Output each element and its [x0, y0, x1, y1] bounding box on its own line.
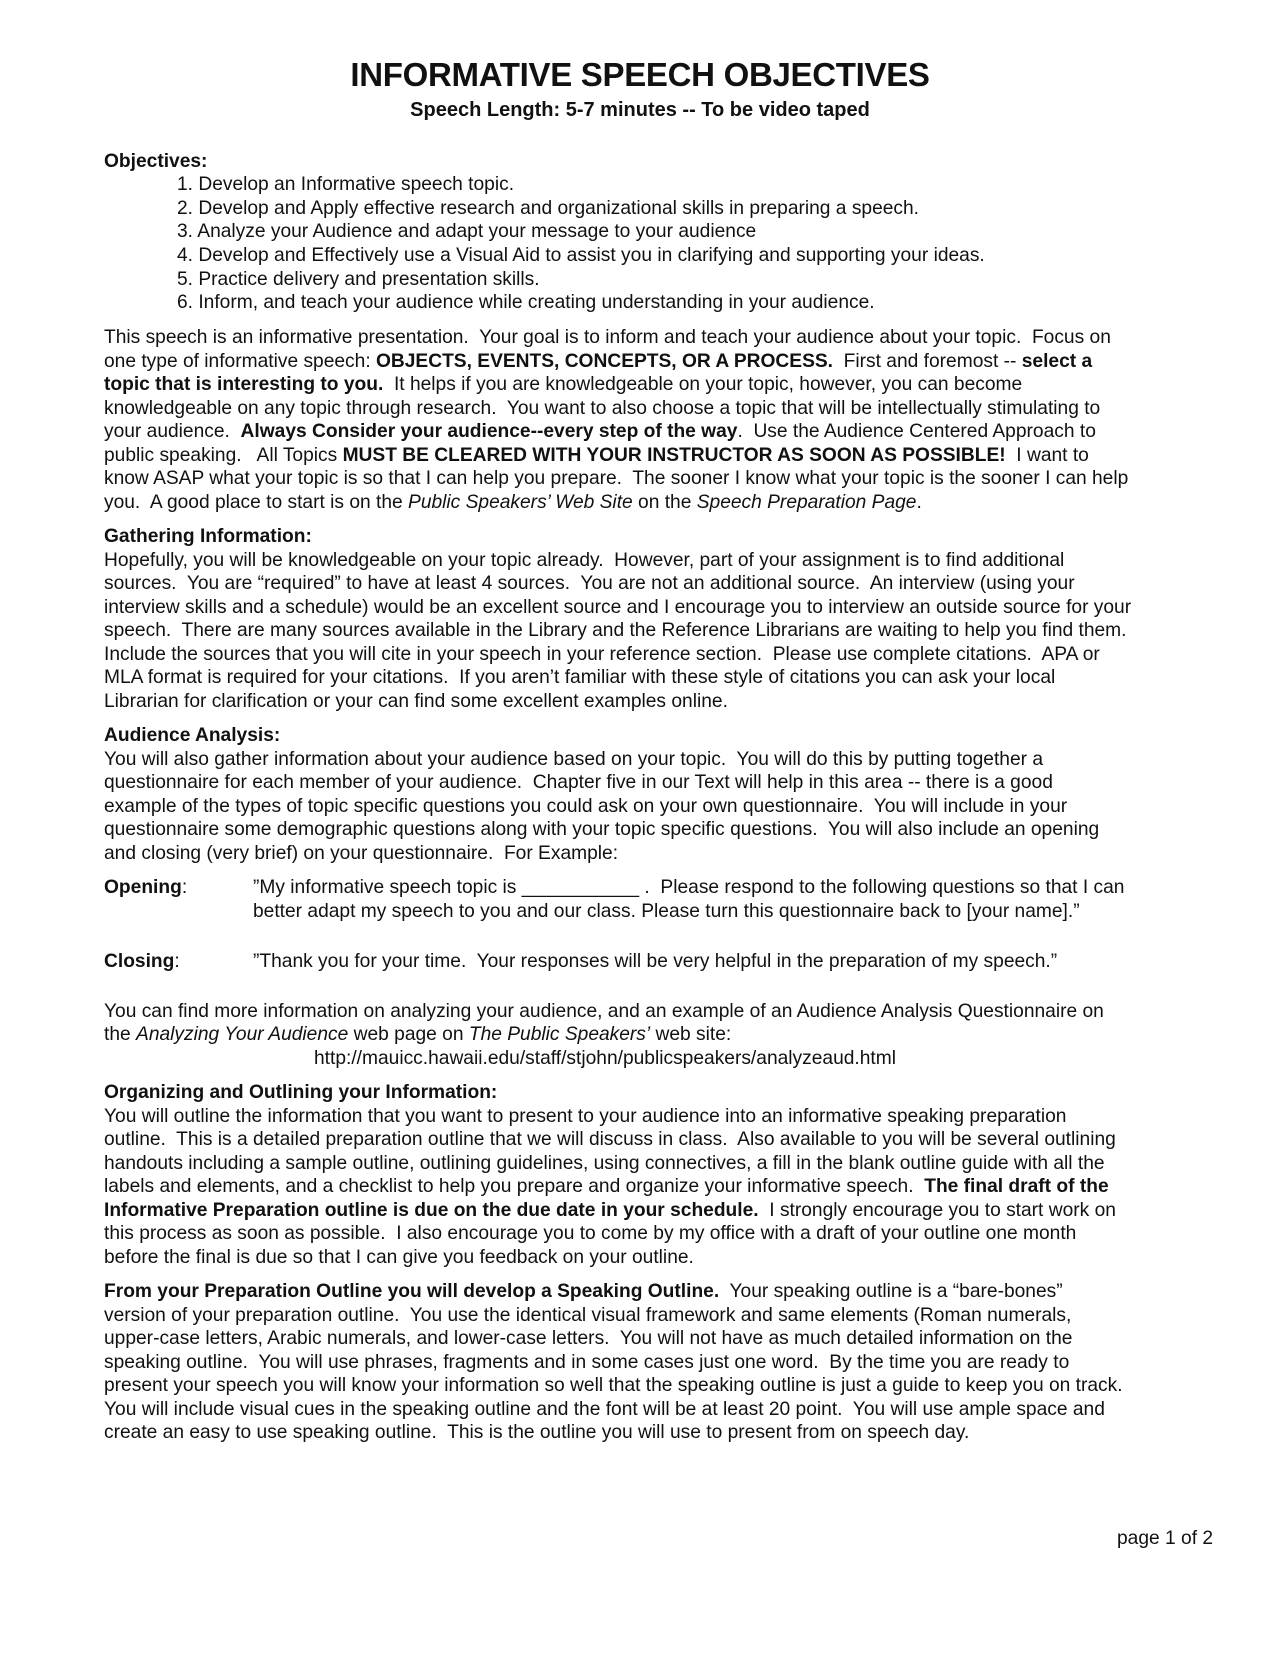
objective-item: 6. Inform, and teach your audience while creating understanding in your audience. — [177, 292, 875, 313]
speaking-line: speaking outline. You will use phrases, fragments and in some cases just one word. By the time you are ready to — [104, 1352, 1070, 1373]
audience-more-line: the Analyzing Your Audience web page on The Public Speakers’ web site: — [104, 1024, 732, 1045]
audience-line: You will also gather information about your audience based on your topic. You will do this by putting together a — [104, 749, 1044, 770]
objective-item: 1. Develop an Informative speech topic. — [177, 174, 515, 195]
objective-item: 5. Practice delivery and presentation skills. — [177, 269, 540, 290]
intro-line: know ASAP what your topic is so that I can help you prepare. The sooner I know what your topic is the sooner I can help — [104, 468, 1129, 489]
closing-label: Closing: — [104, 951, 180, 972]
organizing-line: Informative Preparation outline is due on the due date in your schedule. I strongly encourage you to start work on — [104, 1200, 1116, 1221]
opening-text: ”My informative speech topic is ___________ . Please respond to the following questions so that I can — [253, 877, 1125, 898]
audience-line: questionnaire for each member of your audience. Chapter five in our Text will help in this area -- there is a good — [104, 772, 1053, 793]
organizing-heading: Organizing and Outlining your Information: — [104, 1082, 498, 1103]
objective-item: 3. Analyze your Audience and adapt your message to your audience — [177, 221, 757, 242]
intro-line: knowledgeable on any topic through research. You want to also choose a topic that will be intellectually stimulating to — [104, 398, 1101, 419]
objective-item: 2. Develop and Apply effective research and organizational skills in preparing a speech. — [177, 198, 920, 219]
objective-item: 4. Develop and Effectively use a Visual Aid to assist you in clarifying and supporting your ideas. — [177, 245, 985, 266]
gathering-line: Include the sources that you will cite in your speech in your reference section. Please use complete citations. APA or — [104, 644, 1100, 665]
intro-line: public speaking. All Topics MUST BE CLEARED WITH YOUR INSTRUCTOR AS SOON AS POSSIBLE! I want to — [104, 445, 1089, 466]
speaking-line: upper-case letters, Arabic numerals, and lower-case letters. You will not have as much detailed information on the — [104, 1328, 1073, 1349]
opening-label: Opening: — [104, 877, 188, 898]
gathering-heading: Gathering Information: — [104, 526, 312, 547]
intro-line: you. A good place to start is on the Public Speakers’ Web Site on the Speech Preparation Page. — [104, 492, 922, 513]
page-number: page 1 of 2 — [1117, 1528, 1214, 1549]
organizing-line: outline. This is a detailed preparation outline that we will discuss in class. Also available to you will be several outlining — [104, 1129, 1116, 1150]
intro-line: topic that is interesting to you. It helps if you are knowledgeable on your topic, however, you can become — [104, 374, 1023, 395]
gathering-line: Hopefully, you will be knowledgeable on your topic already. However, part of your assignment is to find additional — [104, 550, 1065, 571]
audience-line: questionnaire some demographic questions along with your topic specific questions. You will also include an opening — [104, 819, 1100, 840]
gathering-line: Librarian for clarification or your can find some excellent examples online. — [104, 691, 728, 712]
speaking-line: From your Preparation Outline you will develop a Speaking Outline. Your speaking outline is a “bare-bones” — [104, 1281, 1063, 1302]
audience-line: example of the types of topic specific questions you could ask on your own questionnaire. You will include in your — [104, 796, 1068, 817]
speaking-line: create an easy to use speaking outline. This is the outline you will use to present from on speech day. — [104, 1422, 970, 1443]
gathering-line: sources. You are “required” to have at least 4 sources. You are not an additional source. An interview (using your — [104, 573, 1075, 594]
analyze-audience-url[interactable]: http://mauicc.hawaii.edu/staff/stjohn/publicspeakers/analyzeaud.html — [314, 1048, 896, 1069]
audience-more-line: You can find more information on analyzing your audience, and an example of an Audience Analysis Questionnaire on — [104, 1001, 1104, 1022]
objectives-heading: Objectives: — [104, 151, 208, 172]
page-title: INFORMATIVE SPEECH OBJECTIVES — [350, 56, 930, 93]
organizing-line: before the final is due so that I can give you feedback on your outline. — [104, 1247, 694, 1268]
audience-line: and closing (very brief) on your questionnaire. For Example: — [104, 843, 619, 864]
intro-line: your audience. Always Consider your audience--every step of the way. Use the Audience Centered Approach to — [104, 421, 1096, 442]
organizing-line: handouts including a sample outline, outlining guidelines, using connectives, a fill in the blank outline guide with all the — [104, 1153, 1105, 1174]
gathering-line: interview skills and a schedule) would be an excellent source and I encourage you to interview an outside source for your — [104, 597, 1132, 618]
organizing-line: You will outline the information that you want to present to your audience into an informative speaking preparation — [104, 1106, 1067, 1127]
opening-text: better adapt my speech to you and our class. Please turn this questionnaire back to [your name].” — [253, 901, 1080, 922]
speaking-line: You will include visual cues in the speaking outline and the font will be at least 20 point. You will use ample space and — [104, 1399, 1105, 1420]
page-subtitle: Speech Length: 5-7 minutes -- To be video taped — [410, 99, 870, 121]
organizing-line: this process as soon as possible. I also encourage you to come by my office with a draft of your outline one month — [104, 1223, 1077, 1244]
gathering-line: MLA format is required for your citations. If you aren’t familiar with these style of citations you can ask your local — [104, 667, 1056, 688]
organizing-line: labels and elements, and a checklist to help you prepare and organize your informative speech. The final draft of the — [104, 1176, 1109, 1197]
speaking-line: present your speech you will know your information so well that the speaking outline is just a guide to keep you on track. — [104, 1375, 1123, 1396]
closing-text: ”Thank you for your time. Your responses will be very helpful in the preparation of my speech.” — [253, 951, 1058, 972]
speaking-line: version of your preparation outline. You use the identical visual framework and same elements (Roman numerals, — [104, 1305, 1072, 1326]
intro-line: one type of informative speech: OBJECTS, EVENTS, CONCEPTS, OR A PROCESS. First and foremost -- select a — [104, 351, 1093, 372]
intro-line: This speech is an informative presentation. Your goal is to inform and teach your audience about your topic. Focus on — [104, 327, 1111, 348]
gathering-line: speech. There are many sources available in the Library and the Reference Librarians are waiting to help you find them. — [104, 620, 1127, 641]
audience-heading: Audience Analysis: — [104, 725, 281, 746]
